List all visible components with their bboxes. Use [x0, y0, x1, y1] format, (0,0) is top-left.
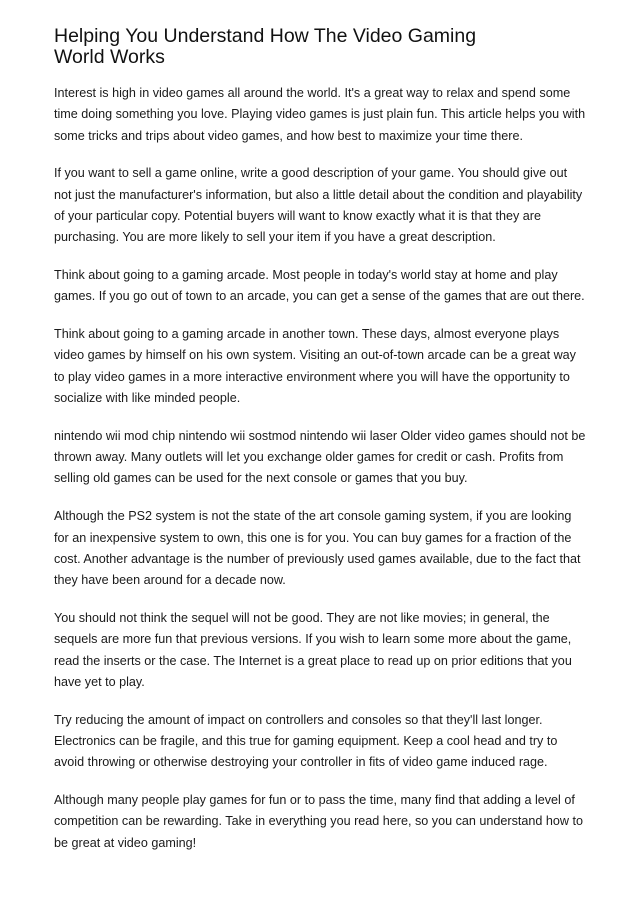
paragraph-sequels: You should not think the sequel will not be good. They are not like movies; in general, the sequels are more fun that previous versions. If you wish to learn some more about the game, read the inserts or the case. The Internet is a great place to read up on prior editions that you have yet to play.	[54, 610, 572, 689]
paragraph-sell-game-online: If you want to sell a game online, write a good description of your game. You should give out not just the manufacturer's information, but also a little detail about the condition and playability of your particular copy. Potential buyers will want to know exactly what it is that they are purchasing. You are more likely to sell your item if you have a great description.	[54, 166, 583, 245]
paragraph-older-games: nintendo wii mod chip nintendo wii sostmod nintendo wii laser Older video games should not be thrown away. Many outlets will let you exchange older games for credit or cash. Profits from selling old games can be used for the next console or games that you buy.	[54, 428, 586, 486]
paragraph-conclusion: Although many people play games for fun or to pass the time, many find that adding a level of competition can be rewarding. Take in everything you read here, so you can understand how to be great at video gaming!	[54, 793, 584, 850]
paragraph-intro: Interest is high in video games all around the world. It's a great way to relax and spend some time doing something you love. Playing video games is just plain fun. This article helps you with some tricks and trips about video games, and how best to maximize your time there.	[54, 86, 586, 143]
paragraph-ps2-system: Although the PS2 system is not the state of the art console gaming system, if you are looking for an inexpensive system to own, this one is for you. You can buy games for a fraction of the cost. Another advantage is the number of previously used games available, due to the fact that they have been around for a decade now.	[54, 509, 581, 588]
paragraph-controllers: Try reducing the amount of impact on controllers and consoles so that they'll last longer. Electronics can be fragile, and this true for gaming equipment. Keep a cool head and try to avoid throwing or otherwise destroying your controller in fits of video game induced rage.	[54, 712, 558, 770]
paragraph-gaming-arcade: Think about going to a gaming arcade. Most people in today's world stay at home and play games. If you go out of town to an arcade, you can get a sense of the games that are out there.	[54, 268, 585, 304]
paragraph-arcade-another-town: Think about going to a gaming arcade in another town. These days, almost everyone plays video games by himself on his own system. Visiting an out-of-town arcade can be a great way to play video games in a more interactive environment where you will have the opportunity to socialize with like minded people.	[54, 327, 576, 406]
document-title: Helping You Understand How The Video Gaming World Works	[54, 25, 477, 68]
